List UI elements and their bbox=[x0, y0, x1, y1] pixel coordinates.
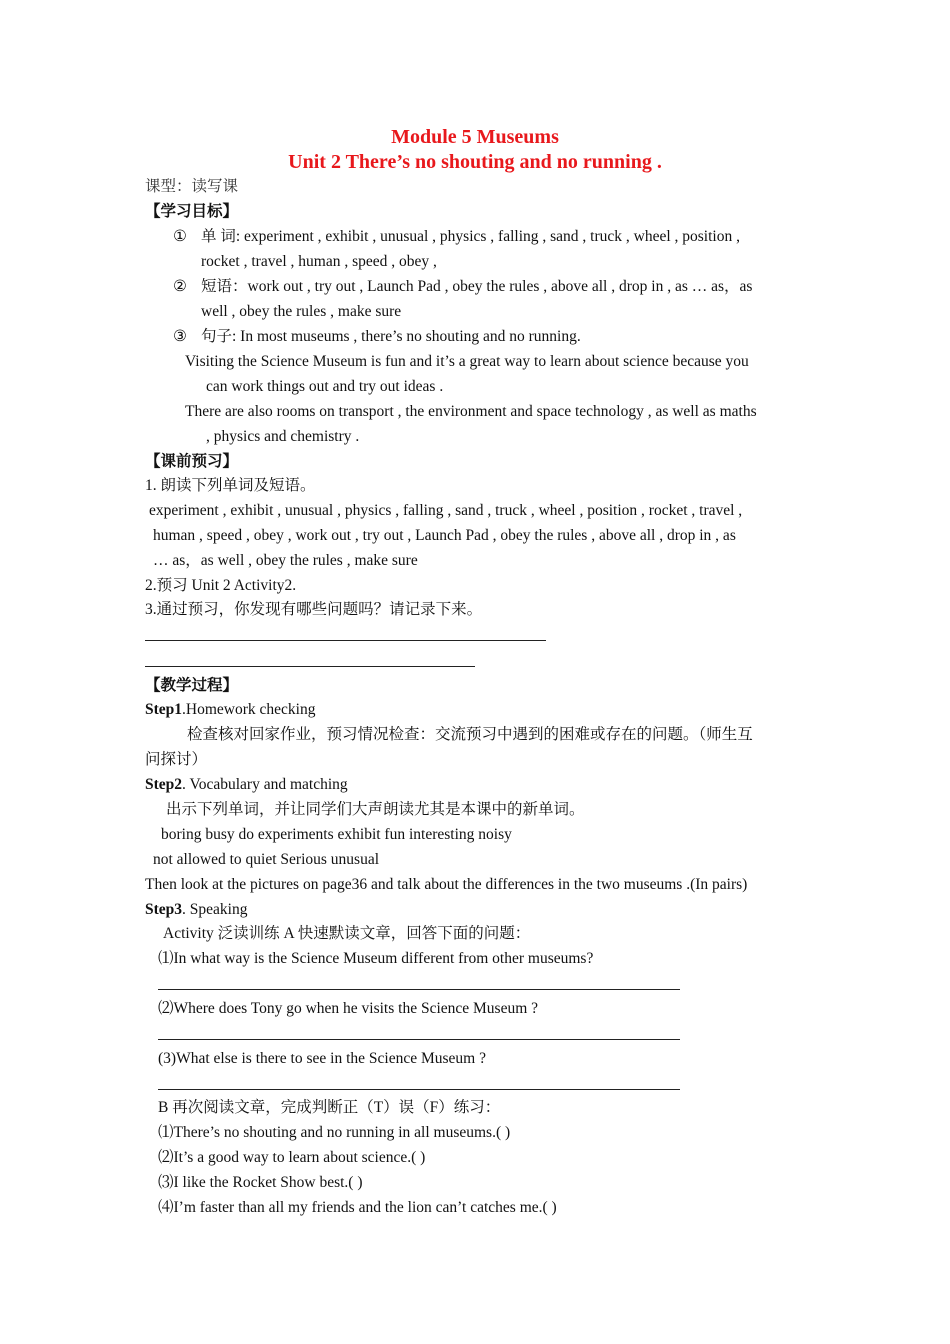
tf-item-2-text: It’s a good way to learn about science.( ) bbox=[173, 1149, 426, 1166]
preview-q1: 1. 朗读下列单词及短语。 bbox=[145, 477, 316, 494]
tf-item-3-mark: ⑶ bbox=[158, 1174, 174, 1191]
step2-title: . Vocabulary and matching bbox=[182, 776, 348, 793]
question-2-text: Where does Tony go when he visits the Science Museum ? bbox=[173, 1000, 539, 1017]
preview-words-2: human , speed , obey , work out , try out , Launch Pad , obey the rules , above all , drop in , as bbox=[153, 527, 736, 544]
preview-words-1: experiment , exhibit , unusual , physics , falling , sand , truck , wheel , position , rocket , travel , bbox=[149, 502, 743, 519]
part-b-instruction: B 再次阅读文章，完成判断正（T）误（F）练习： bbox=[158, 1099, 501, 1116]
step3-label: Step3 bbox=[145, 901, 183, 918]
objectives-heading: 【学习目标】 bbox=[145, 203, 239, 220]
objective-phrases bbox=[173, 277, 752, 297]
question-2-mark: ⑵ bbox=[158, 1000, 174, 1017]
objective-sentence-3-cont: , physics and chemistry . bbox=[206, 428, 360, 445]
tf-item-3-text: I like the Rocket Show best.( ) bbox=[173, 1174, 363, 1191]
tf-item-1-mark: ⑴ bbox=[158, 1124, 174, 1141]
step1-desc-cont: 问探讨） bbox=[145, 751, 208, 768]
preview-q3: 3.通过预习，你发现有哪些问题吗？请记录下来。 bbox=[145, 601, 483, 618]
process-heading: 【教学过程】 bbox=[145, 677, 239, 694]
objective-phrases-text: 短语：work out , try out , Launch Pad , obey the rules , above all , drop in , as … as，as bbox=[201, 278, 753, 295]
objective-words bbox=[173, 227, 740, 247]
answer-line[interactable] bbox=[158, 989, 680, 990]
objective-phrases-cont: well , obey the rules , make sure bbox=[201, 303, 402, 320]
step2-words-2: not allowed to quiet Serious unusual bbox=[153, 851, 380, 868]
objective-words-cont: rocket , travel , human , speed , obey , bbox=[201, 253, 437, 270]
question-1-mark: ⑴ bbox=[158, 950, 174, 967]
activity-line: Activity 泛读训练 A 快速默读文章，回答下面的问题： bbox=[163, 925, 531, 942]
question-1 bbox=[158, 949, 593, 969]
preview-words-3: … as，as well , obey the rules , make sure bbox=[153, 552, 418, 569]
step2-then: Then look at the pictures on page36 and talk about the differences in the two museums .(In pairs) bbox=[145, 876, 748, 893]
tf-item-2-mark: ⑵ bbox=[158, 1149, 174, 1166]
question-1-text: In what way is the Science Museum different from other museums? bbox=[173, 950, 594, 967]
step1-label: Step1 bbox=[145, 701, 183, 718]
objective-sentence-2-cont: can work things out and try out ideas . bbox=[206, 378, 444, 395]
module-title: Module 5 Museums bbox=[391, 126, 559, 148]
circled-number-2: ② bbox=[173, 278, 187, 295]
unit-title: Unit 2 There’s no shouting and no running . bbox=[288, 151, 662, 173]
step3 bbox=[145, 900, 247, 920]
preview-q2: 2.预习 Unit 2 Activity2. bbox=[145, 577, 297, 594]
step2-words-1: boring busy do experiments exhibit fun interesting noisy bbox=[161, 826, 512, 843]
tf-item-4-mark: ⑷ bbox=[158, 1199, 174, 1216]
step2 bbox=[145, 775, 348, 795]
question-2 bbox=[158, 999, 538, 1019]
tf-item-1 bbox=[158, 1123, 510, 1143]
objective-sentence-3: There are also rooms on transport , the environment and space technology , as well as maths bbox=[185, 403, 757, 420]
circled-number-3: ③ bbox=[173, 328, 187, 345]
step2-label: Step2 bbox=[145, 776, 183, 793]
tf-item-2 bbox=[158, 1148, 425, 1168]
step1-desc: 检查核对回家作业，预习情况检查：交流预习中遇到的困难或存在的问题。（师生互 bbox=[187, 726, 753, 743]
objective-words-text: 单 词: experiment , exhibit , unusual , physics , falling , sand , truck , wheel , position , bbox=[201, 228, 740, 245]
tf-item-1-text: There’s no shouting and no running in all museums.( ) bbox=[173, 1124, 511, 1141]
lesson-type: 课型：读写课 bbox=[145, 178, 239, 195]
tf-item-3 bbox=[158, 1173, 363, 1193]
step3-title: . Speaking bbox=[182, 901, 248, 918]
step2-desc: 出示下列单词，并让同学们大声朗读尤其是本课中的新单词。 bbox=[166, 801, 585, 818]
objective-sentences bbox=[173, 327, 581, 347]
answer-line[interactable] bbox=[145, 666, 475, 667]
step1 bbox=[145, 700, 315, 720]
question-3: (3)What else is there to see in the Science Museum ? bbox=[158, 1050, 486, 1067]
answer-line[interactable] bbox=[158, 1039, 680, 1040]
preview-heading: 【课前预习】 bbox=[145, 453, 239, 470]
step1-title: .Homework checking bbox=[182, 701, 316, 718]
circled-number-1: ① bbox=[173, 228, 187, 245]
tf-item-4 bbox=[158, 1198, 557, 1218]
objective-sentence-2: Visiting the Science Museum is fun and it’s a great way to learn about science because you bbox=[185, 353, 749, 370]
answer-line[interactable] bbox=[158, 1089, 680, 1090]
objective-sentences-text: 句子: In most museums , there’s no shouting and no running. bbox=[201, 328, 581, 345]
tf-item-4-text: I’m faster than all my friends and the lion can’t catches me.( ) bbox=[173, 1199, 557, 1216]
answer-line[interactable] bbox=[145, 640, 546, 641]
